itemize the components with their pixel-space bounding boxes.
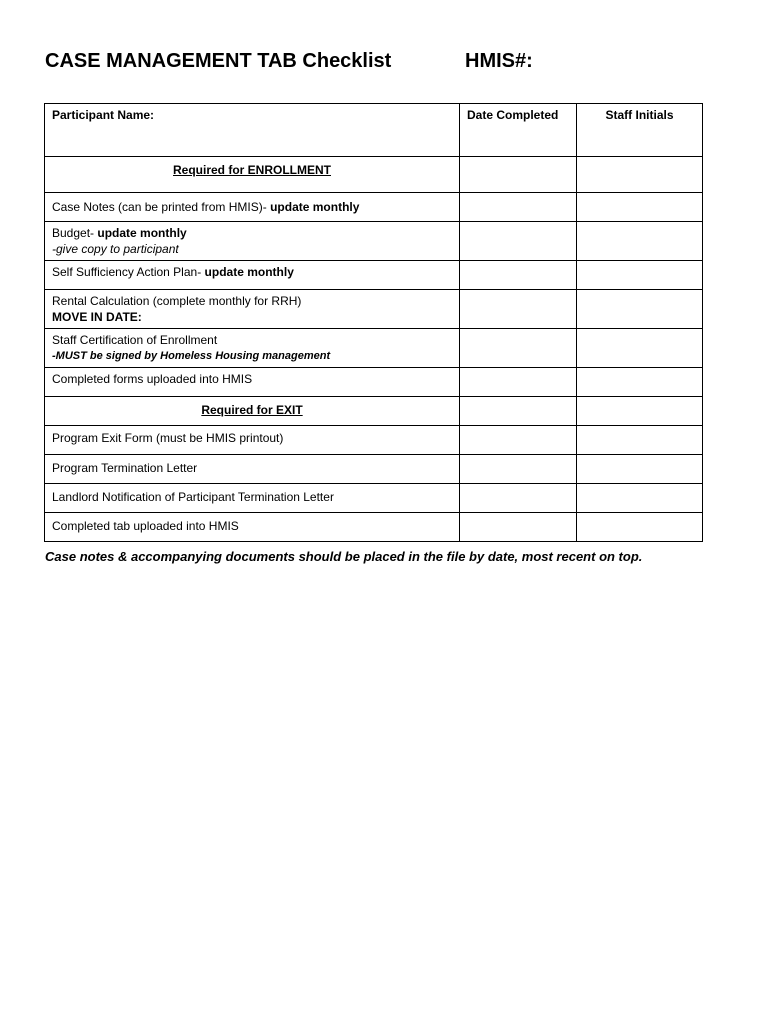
date-cell[interactable] — [460, 484, 577, 513]
enrollment-section-row — [45, 157, 703, 193]
date-cell[interactable] — [460, 261, 577, 290]
budget-note: -give copy to participant — [52, 242, 179, 256]
date-cell[interactable] — [460, 193, 577, 222]
initials-cell[interactable] — [577, 261, 703, 290]
landlord-notification-cell: Landlord Notification of Participant Termination Letter — [45, 484, 460, 513]
date-cell[interactable] — [460, 157, 577, 193]
participant-name-field[interactable]: Participant Name: — [45, 104, 460, 157]
table-row — [45, 455, 703, 484]
staff-initials-header: Staff Initials — [577, 104, 703, 157]
hmis-label: HMIS#: — [465, 50, 533, 72]
date-completed-header: Date Completed — [460, 104, 577, 157]
date-cell[interactable] — [460, 290, 577, 329]
initials-cell[interactable] — [577, 368, 703, 397]
budget-emphasis: update monthly — [97, 226, 187, 240]
date-cell[interactable] — [460, 329, 577, 368]
move-in-date-label: MOVE IN DATE: — [52, 310, 142, 324]
date-cell[interactable] — [460, 513, 577, 542]
enrollment-heading: Required for ENROLLMENT — [45, 157, 460, 193]
staff-certification-note: -MUST be signed by Homeless Housing management — [52, 350, 331, 362]
exit-section-row — [45, 397, 703, 426]
initials-cell[interactable] — [577, 513, 703, 542]
exit-form-cell: Program Exit Form (must be HMIS printout) — [45, 426, 460, 455]
table-row — [45, 261, 703, 290]
initials-cell[interactable] — [577, 426, 703, 455]
self-sufficiency-emphasis: update monthly — [204, 265, 294, 279]
table-row — [45, 368, 703, 397]
staff-certification-text: Staff Certification of Enrollment — [52, 333, 218, 347]
tab-uploaded-cell: Completed tab uploaded into HMIS — [45, 513, 460, 542]
checklist-table — [44, 103, 703, 542]
initials-cell[interactable] — [577, 329, 703, 368]
initials-cell[interactable] — [577, 484, 703, 513]
rental-calculation-text: Rental Calculation (complete monthly for RRH) — [52, 294, 302, 308]
self-sufficiency-cell — [45, 261, 460, 290]
case-notes-cell — [45, 193, 460, 222]
date-cell[interactable] — [460, 222, 577, 261]
initials-cell[interactable] — [577, 193, 703, 222]
case-notes-emphasis: update monthly — [270, 200, 360, 214]
initials-cell[interactable] — [577, 397, 703, 426]
table-row — [45, 426, 703, 455]
date-cell[interactable] — [460, 368, 577, 397]
initials-cell[interactable] — [577, 222, 703, 261]
date-cell[interactable] — [460, 455, 577, 484]
table-row — [45, 329, 703, 368]
table-header-row — [45, 104, 703, 157]
staff-certification-cell — [45, 329, 460, 368]
footnote: Case notes & accompanying documents should be placed in the file by date, most recent on top. — [45, 549, 643, 564]
forms-uploaded-cell: Completed forms uploaded into HMIS — [45, 368, 460, 397]
table-row — [45, 222, 703, 261]
table-row — [45, 513, 703, 542]
termination-letter-cell: Program Termination Letter — [45, 455, 460, 484]
budget-text: Budget- — [52, 226, 95, 240]
case-notes-text: Case Notes (can be printed from HMIS)- — [52, 200, 267, 214]
initials-cell[interactable] — [577, 157, 703, 193]
date-cell[interactable] — [460, 397, 577, 426]
table-row — [45, 484, 703, 513]
date-cell[interactable] — [460, 426, 577, 455]
initials-cell[interactable] — [577, 290, 703, 329]
self-sufficiency-text: Self Sufficiency Action Plan- — [52, 265, 202, 279]
exit-heading: Required for EXIT — [45, 397, 460, 426]
rental-calculation-cell — [45, 290, 460, 329]
page-title: CASE MANAGEMENT TAB Checklist — [45, 50, 392, 72]
table-row — [45, 290, 703, 329]
initials-cell[interactable] — [577, 455, 703, 484]
budget-cell — [45, 222, 460, 261]
table-row — [45, 193, 703, 222]
